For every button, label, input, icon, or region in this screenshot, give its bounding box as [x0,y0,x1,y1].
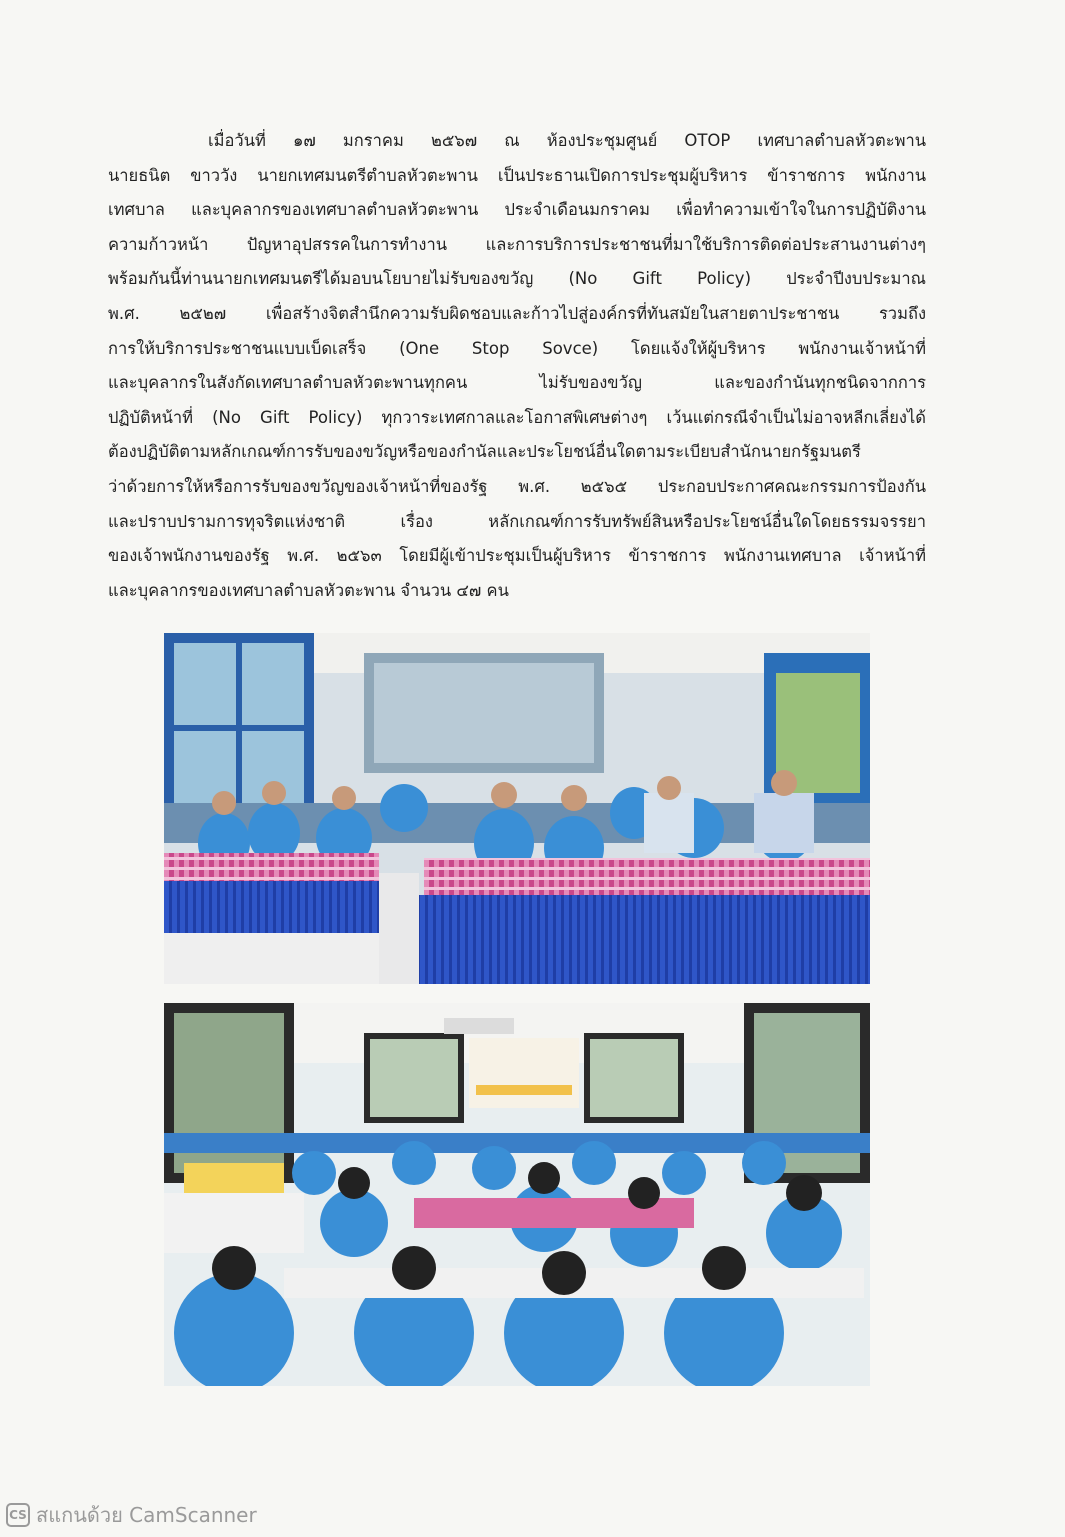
meeting-photo-front [164,633,870,984]
paragraph-line: ปฏิบัติหน้าที่ (No Gift Policy) ทุกวาระเทศกาลและโอกาสพิเศษต่างๆ เว้นแต่กรณีจำเป็นไม่อาจหลีกเลี่ยงได้ [108,407,926,427]
paragraph-line: ของเจ้าพนักงานของรัฐ พ.ศ. ๒๕๖๓ โดยมีผู้เข้าประชุมเป็นผู้บริหาร ข้าราชการ พนักงานเทศบาล เจ้าหน้าที่ [108,546,926,566]
watermark-text: สแกนด้วย CamScanner [36,1503,257,1527]
paragraph-line: ความก้าวหน้า ปัญหาอุปสรรคในการทำงาน และการบริการประชาชนที่มาใช้บริการติดต่อประสานงานต่างๆ [108,234,926,254]
meeting-photo-rear [164,1003,870,1386]
paragraph-line: เทศบาล และบุคลากรของเทศบาลตำบลหัวตะพาน ประจำเดือนมกราคม เพื่อทำความเข้าใจในการปฏิบัติงาน [108,200,926,220]
paragraph-line: และบุคลากรของเทศบาลตำบลหัวตะพาน จำนวน ๔๗ คน [108,580,509,600]
body-paragraph [108,124,926,608]
paragraph-line: ต้องปฏิบัติตามหลักเกณฑ์การรับของขวัญหรือของกำนัลและประโยชน์อื่นใดตามระเบียบสำนักนายกรัฐมนตรี [108,442,861,462]
paragraph-line: เมื่อวันที่ ๑๗ มกราคม ๒๕๖๗ ณ ห้องประชุมศูนย์ OTOP เทศบาลตำบลหัวตะพาน [208,131,926,150]
meeting-photo-front-image [164,633,870,984]
meeting-photo-rear-image [164,1003,870,1386]
paragraph-line: พ.ศ. ๒๕๒๗ เพื่อสร้างจิตสำนึกความรับผิดชอบและก้าวไปสู่องค์กรที่ทันสมัยในสายตาประชาชน รวมถึง [108,303,926,323]
paragraph-line: การให้บริการประชาชนแบบเบ็ดเสร็จ (One Stop Sovce) โดยแจ้งให้ผู้บริหาร พนักงานเจ้าหน้าที่ [108,338,926,358]
paragraph-line: นายธนิต ขาววัง นายกเทศมนตรีตำบลหัวตะพาน เป็นประธานเปิดการประชุมผู้บริหาร ข้าราชการ พนักงาน [108,165,926,185]
paragraph-line: และบุคลากรในสังกัดเทศบาลตำบลหัวตะพานทุกคน ไม่รับของขวัญ และของกำนันทุกชนิดจากการ [108,373,926,393]
camscanner-logo-icon: CS [6,1503,30,1527]
paragraph-line: พร้อมกันนี้ท่านนายกเทศมนตรีได้มอบนโยบายไม่รับของขวัญ (No Gift Policy) ประจำปีงบประมาณ [108,269,926,289]
paragraph-line: ว่าด้วยการให้หรือการรับของขวัญของเจ้าหน้าที่ของรัฐ พ.ศ. ๒๕๖๕ ประกอบประกาศคณะกรรมการป้องกัน [108,476,926,496]
camscanner-watermark [6,1500,257,1530]
paragraph-line: และปราบปรามการทุจริตแห่งชาติ เรื่อง หลักเกณฑ์การรับทรัพย์สินหรือประโยชน์อื่นใดโดยธรรมจรรยา [108,511,926,531]
